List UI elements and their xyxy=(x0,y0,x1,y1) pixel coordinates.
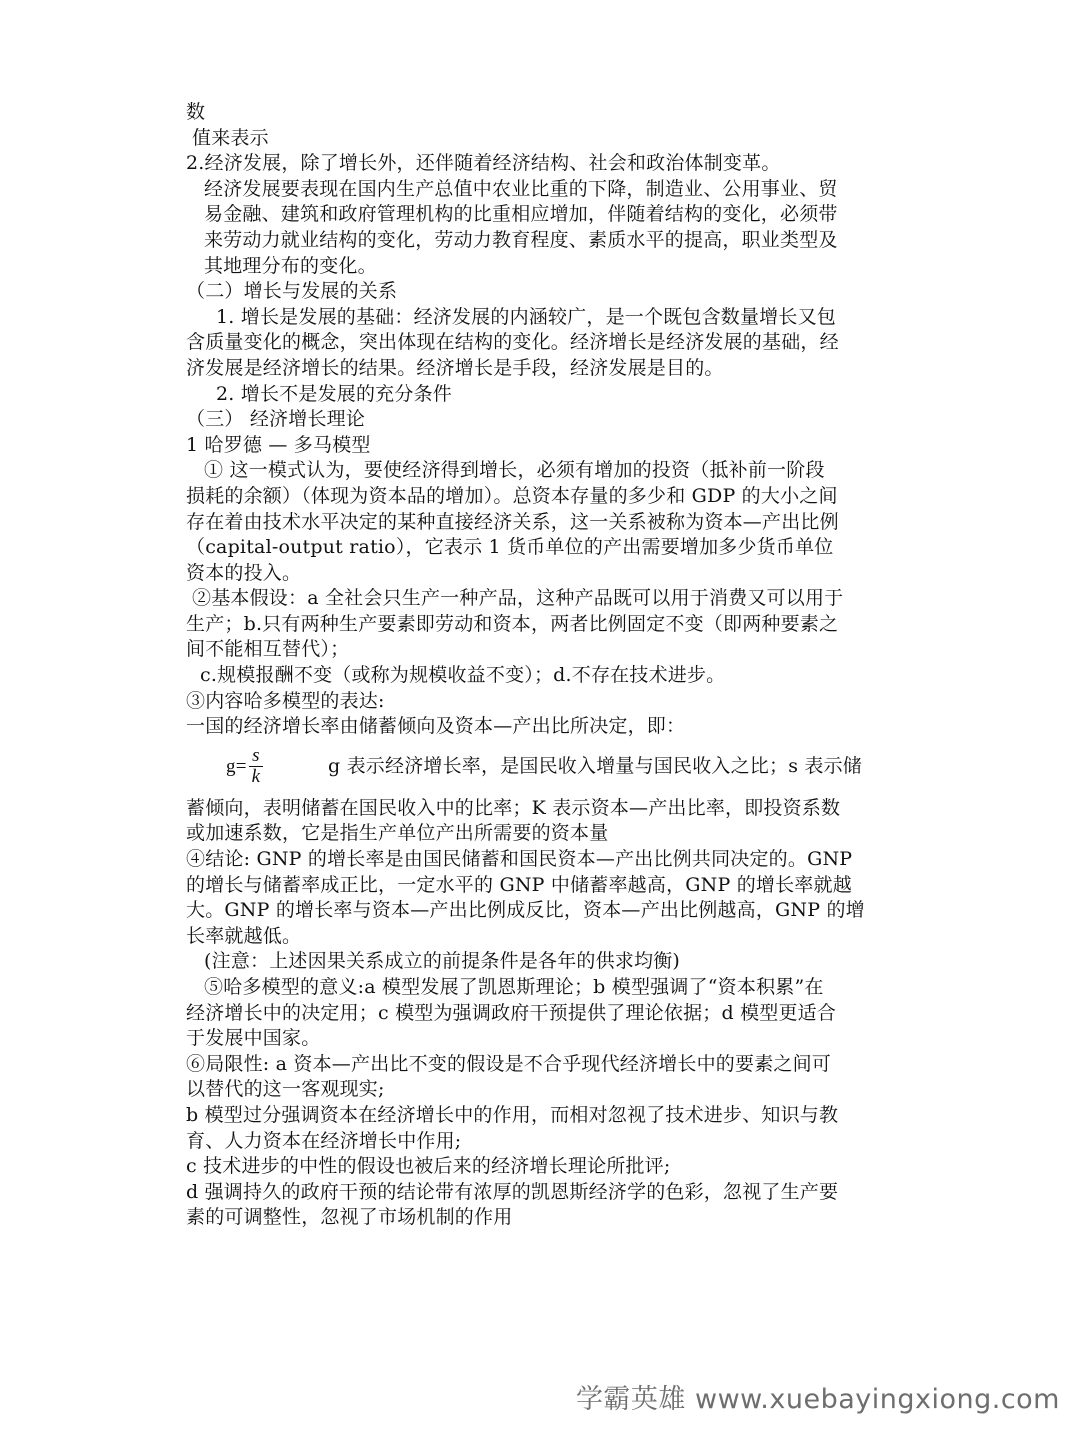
text-line: 以替代的这一客观现实; xyxy=(186,1078,385,1101)
growth-formula xyxy=(226,746,263,787)
text-line: ⑥局限性: a 资本—产出比不变的假设是不合乎现代经济增长中的要素之间可 xyxy=(186,1052,832,1075)
text-line: 损耗的余额）（体现为资本品的增加）。总资本存量的多少和 GDP 的大小之间 xyxy=(186,484,838,507)
text-line: 资本的投入。 xyxy=(186,561,302,584)
text-line: 育、人力资本在经济增长中作用; xyxy=(186,1129,462,1152)
text-line: ① 这一模式认为，要使经济得到增长，必须有增加的投资（抵补前一阶段 xyxy=(204,459,825,482)
text-line: ③内容哈多模型的表达: xyxy=(186,689,385,712)
text-line: （capital-output ratio），它表示 1 货币单位的产出需要增加多少货币单位 xyxy=(186,536,834,559)
site-watermark: 学霸英雄 www.xuebayingxiong.com xyxy=(575,1384,1060,1415)
section-heading-2: （二）增长与发展的关系 xyxy=(186,280,398,303)
text-line: 值来表示 xyxy=(192,126,269,149)
text-line: 间不能相互替代）； xyxy=(186,638,350,661)
text-line: 济发展是经济增长的结果。经济增长是手段，经济发展是目的。 xyxy=(186,356,724,379)
text-line: 其地理分布的变化。 xyxy=(204,254,377,277)
formula-fraction xyxy=(249,746,264,787)
text-line: ⑤哈多模型的意义:a 模型发展了凯恩斯理论；b 模型强调了“资本积累”在 xyxy=(204,976,824,998)
text-line: 易金融、建筑和政府管理机构的比重相应增加，伴随着结构的变化，必须带 xyxy=(204,203,838,226)
text-line: c 技术进步的中性的假设也被后来的经济增长理论所批评; xyxy=(186,1155,671,1178)
text-line: 蓄倾向，表明储蓄在国民收入中的比率；K 表示资本—产出比率，即投资系数 xyxy=(186,796,841,819)
text-line: 含质量变化的概念，突出体现在结构的变化。经济增长是经济发展的基础，经 xyxy=(186,331,839,354)
note-line: (注意：上述因果关系成立的前提条件是各年的供求均衡) xyxy=(204,950,681,973)
text-line: 数 xyxy=(186,101,206,123)
text-line: 来劳动力就业结构的变化，劳动力教育程度、素质水平的提高，职业类型及 xyxy=(204,228,838,251)
formula-numerator: s xyxy=(249,746,263,767)
text-line: 1. 增长是发展的基础：经济发展的内涵较广，是一个既包含数量增长又包 xyxy=(216,305,836,328)
text-line: 2.经济发展，除了增长外，还伴随着经济结构、社会和政治体制变革。 xyxy=(186,152,781,175)
text-line: 于发展中国家。 xyxy=(186,1027,321,1050)
text-line: 存在着由技术水平决定的某种直接经济关系，这一关系被称为资本—产出比例 xyxy=(186,510,839,533)
text-line: 生产；b.只有两种生产要素即劳动和资本，两者比例固定不变（即两种要素之 xyxy=(186,612,839,635)
text-line: 2. 增长不是发展的充分条件 xyxy=(216,382,452,405)
formula-denominator: k xyxy=(251,765,261,787)
text-line: 的增长与储蓄率成正比，一定水平的 GNP 中储蓄率越高，GNP 的增长率就越 xyxy=(186,873,852,896)
text-line: ④结论: GNP 的增长率是由国民储蓄和国民资本—产出比例共同决定的。GNP xyxy=(186,848,853,871)
document-body xyxy=(186,100,906,1231)
text-line: 一国的经济增长率由储蓄倾向及资本—产出比所决定，即： xyxy=(186,715,686,738)
subsection-heading: 1 哈罗德 — 多马模型 xyxy=(186,433,371,456)
text-line: ②基本假设：a 全社会只生产一种产品，这种产品既可以用于消费又可以用于 xyxy=(192,587,844,610)
text-line: 经济增长中的决定用；c 模型为强调政府干预提供了理论依据；d 模型更适合 xyxy=(186,1001,837,1024)
text-line: 经济发展要表现在国内生产总值中农业比重的下降，制造业、公用事业、贸 xyxy=(204,177,838,200)
section-heading-3: （三） 经济增长理论 xyxy=(186,408,366,431)
text-line: d 强调持久的政府干预的结论带有浓厚的凯恩斯经济学的色彩，忽视了生产要 xyxy=(186,1180,839,1203)
text-line: b 模型过分强调资本在经济增长中的作用，而相对忽视了技术进步、知识与教 xyxy=(186,1103,839,1126)
text-line: 素的可调整性，忽视了市场机制的作用 xyxy=(186,1206,513,1229)
text-line: 大。GNP 的增长率与资本—产出比例成反比，资本—产出比例越高，GNP 的增 xyxy=(186,899,865,922)
formula-row xyxy=(186,740,906,796)
formula-description: g 表示经济增长率，是国民收入增量与国民收入之比；s 表示储 xyxy=(328,754,862,777)
formula-lhs: g= xyxy=(226,755,247,777)
text-line: 或加速系数，它是指生产单位产出所需要的资本量 xyxy=(186,822,609,845)
text-line: c.规模报酬不变（或称为规模收益不变）；d.不存在技术进步。 xyxy=(200,664,726,687)
text-line: 长率就越低。 xyxy=(186,924,302,947)
